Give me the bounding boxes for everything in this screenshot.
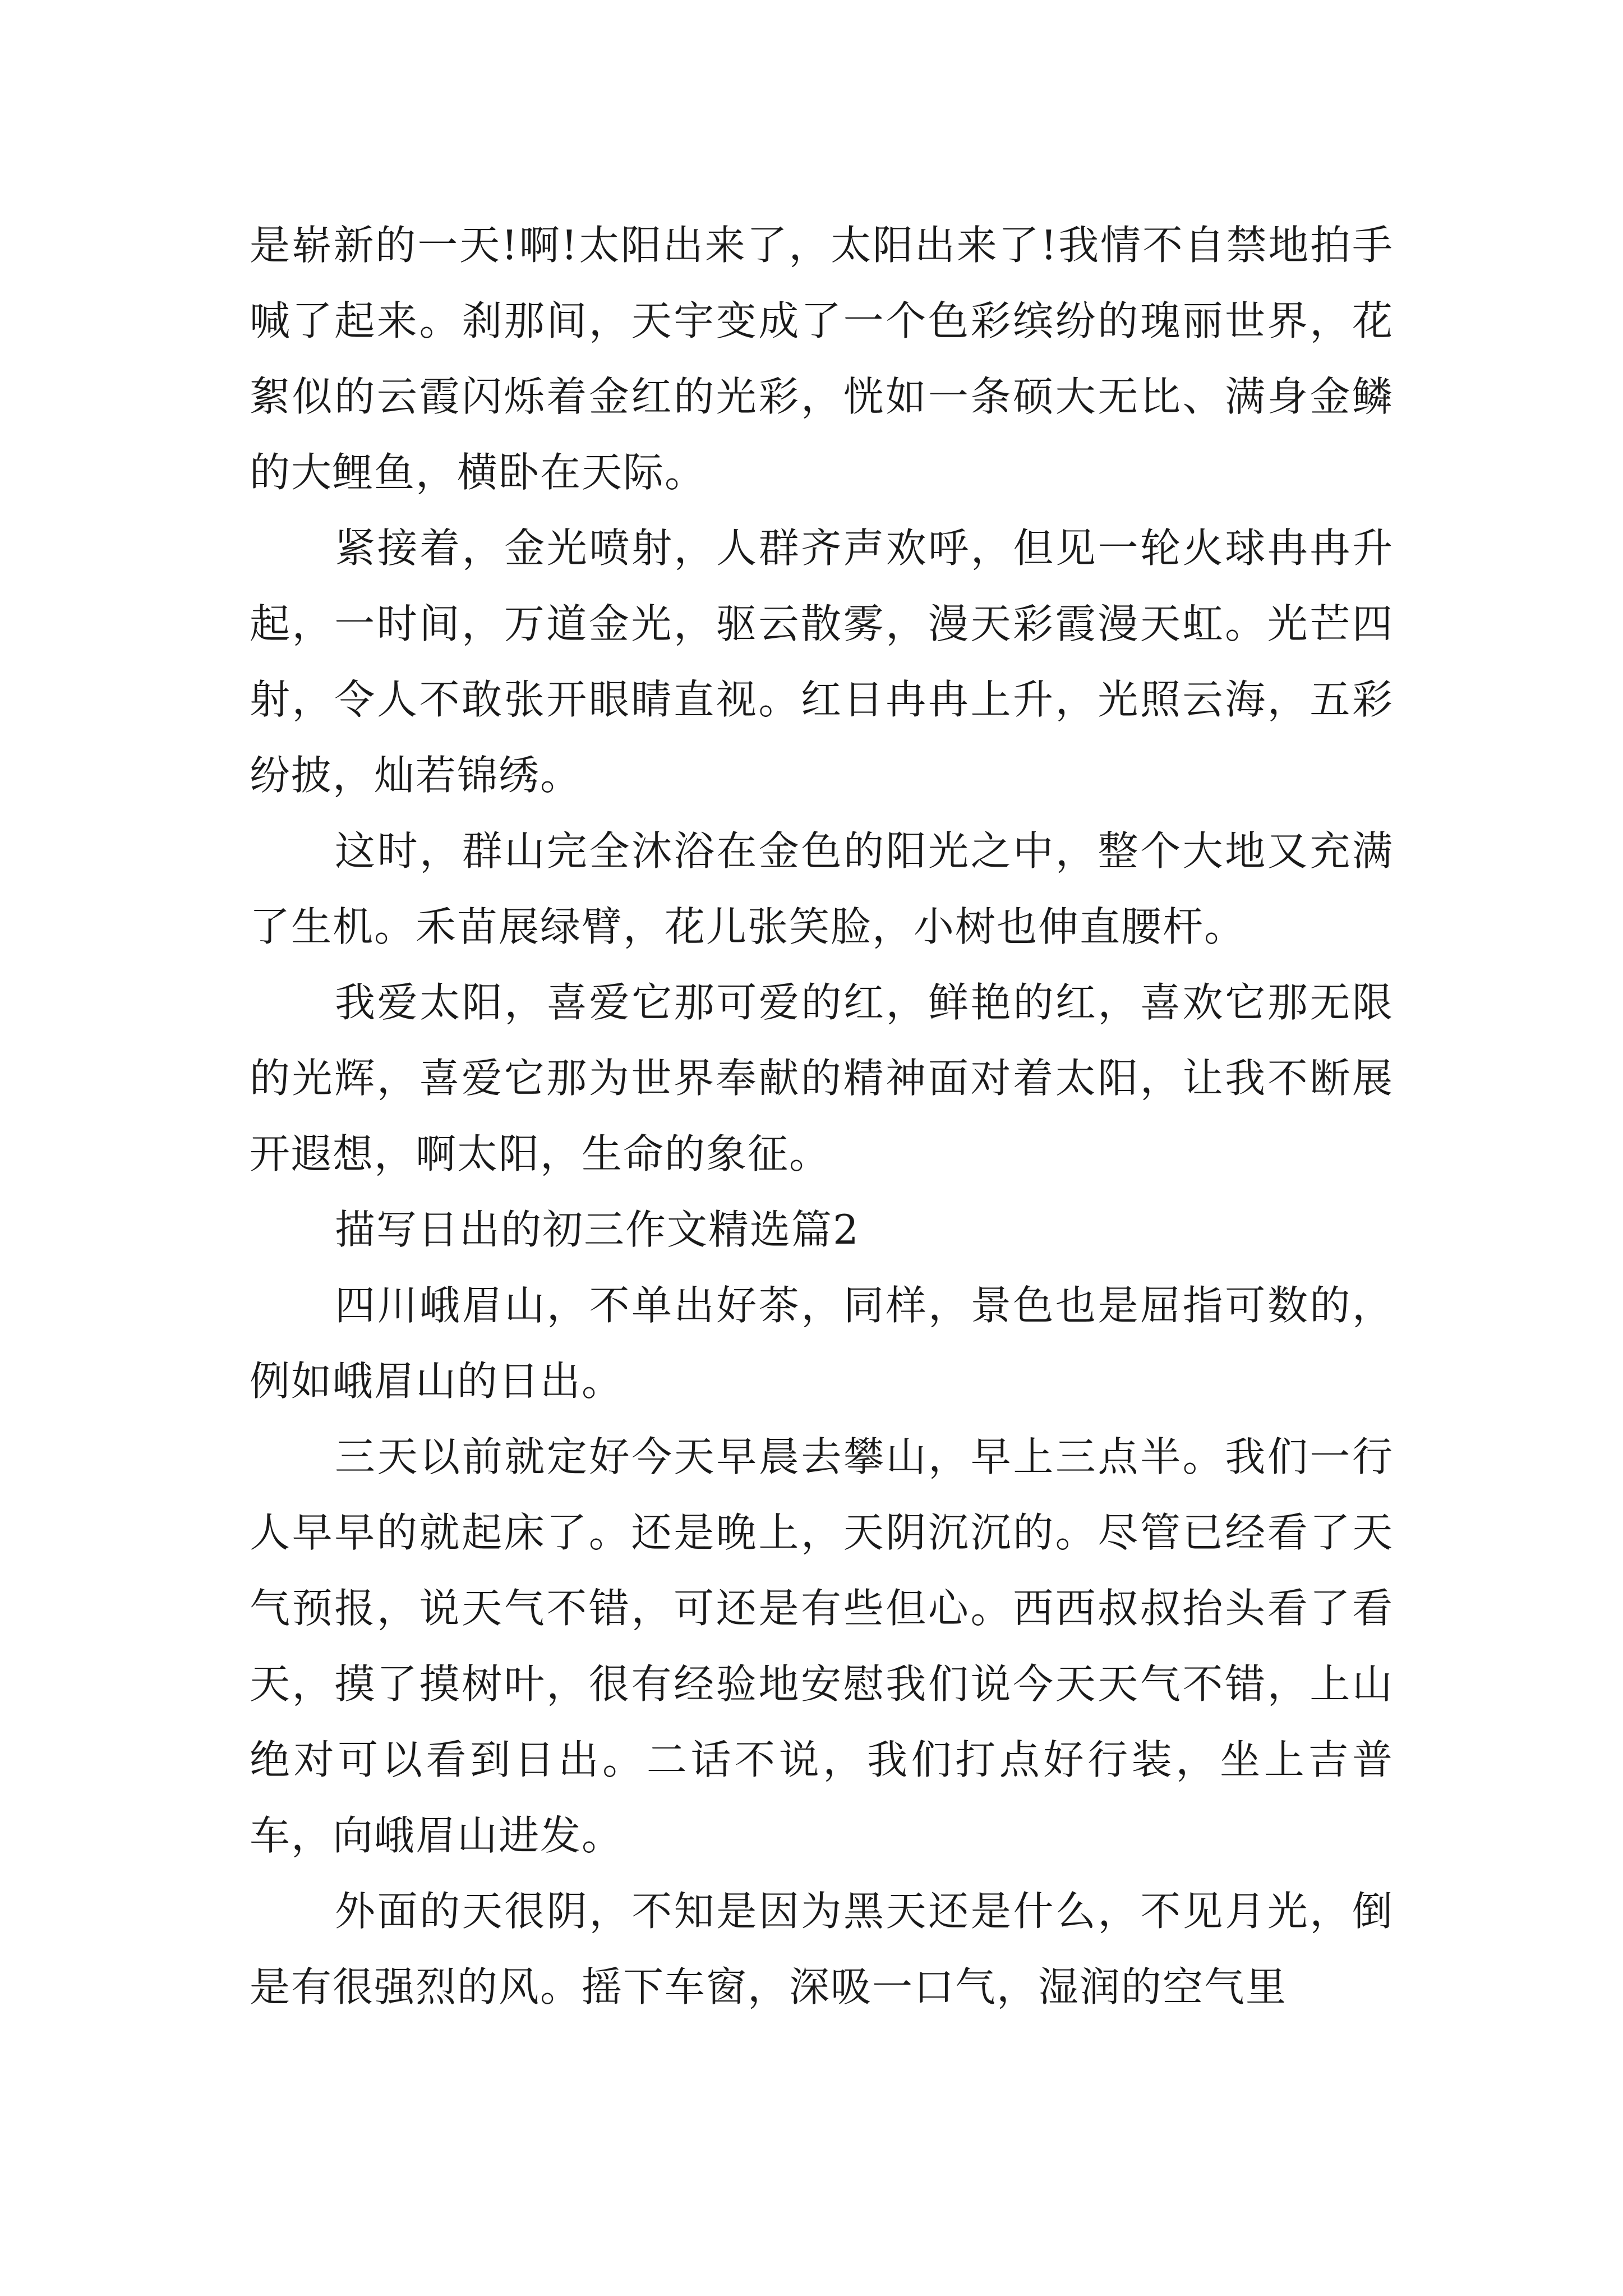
- paragraph: 三天以前就定好今天早晨去攀山，早上三点半。我们一行人早早的就起床了。还是晚上，天阴沉沉的。尽管已经看了天气预报，说天气不错，可还是有些但心。西西叔叔抬头看了看天，摸了摸树叶，很有经验地安慰我们说今天天气不错，上山绝对可以看到日出。二话不说，我们打点好行装，坐上吉普车，向峨眉山进发。: [250, 1433, 1394, 1859]
- article-body: [250, 208, 1394, 2025]
- paragraph: 紧接着，金光喷射，人群齐声欢呼，但见一轮火球冉冉升起，一时间，万道金光，驱云散雾，漫天彩霞漫天虹。光芒四射，令人不敢张开眼睛直视。红日冉冉上升，光照云海，五彩纷披，灿若锦绣。: [250, 524, 1394, 799]
- paragraph: 外面的天很阴，不知是因为黑天还是什么，不见月光，倒是有很强烈的风。摇下车窗，深吸一口气，湿润的空气里: [250, 1888, 1394, 2010]
- section-heading: 描写日出的初三作文精选篇2: [335, 1206, 860, 1253]
- paragraph: 这时，群山完全沐浴在金色的阳光之中，整个大地又充满了生机。禾苗展绿臂，花儿张笑脸，小树也伸直腰杆。: [250, 827, 1394, 950]
- paragraph-continuation: 是崭新的一天!啊!太阳出来了，太阳出来了!我情不自禁地拍手喊了起来。刹那间，天宇变成了一个色彩缤纷的瑰丽世界，花絮似的云霞闪烁着金红的光彩，恍如一条硕大无比、满身金鳞的大鲤鱼，横卧在天际。: [250, 222, 1394, 496]
- paragraph: 四川峨眉山，不单出好茶，同样，景色也是屈指可数的，例如峨眉山的日出。: [250, 1282, 1394, 1405]
- paragraph: 我爱太阳，喜爱它那可爱的红，鲜艳的红，喜欢它那无限的光辉，喜爱它那为世界奉献的精神面对着太阳，让我不断展开遐想，啊太阳，生命的象征。: [250, 979, 1394, 1177]
